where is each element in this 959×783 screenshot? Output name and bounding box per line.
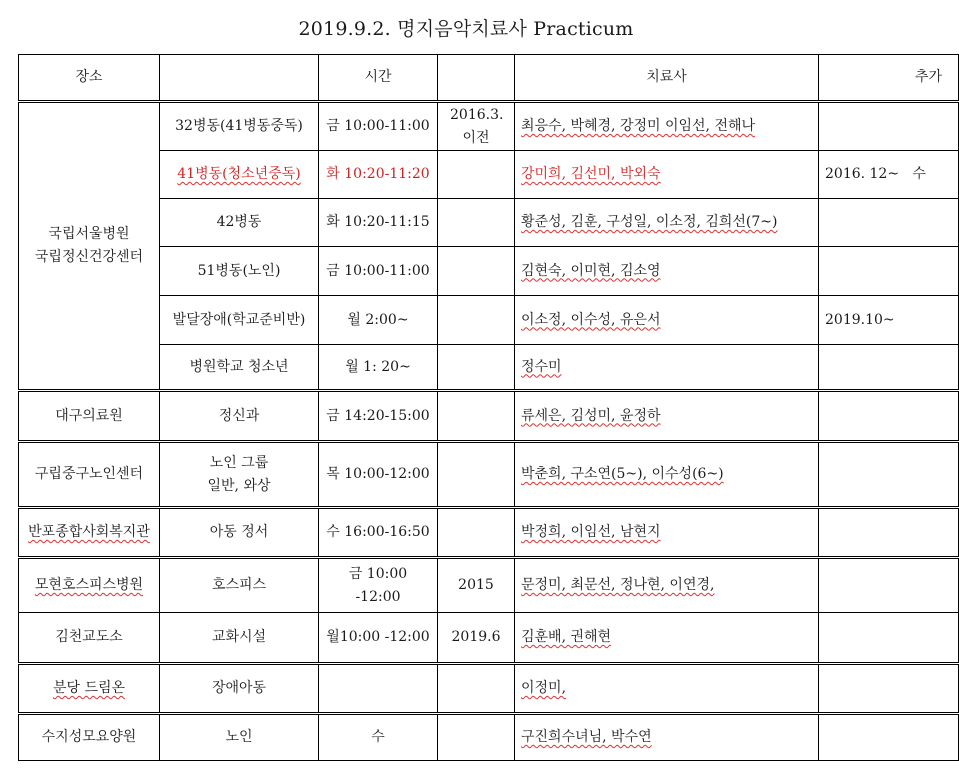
time-cell: 월 1: 20~ [319, 345, 438, 391]
extra-cell: 2016. 12~ 수 [819, 151, 959, 199]
therapists-text: 정수미 [521, 358, 562, 375]
extra-cell [819, 613, 959, 664]
place-text: 분당 드림온 [52, 680, 126, 696]
header-place: 장소 [19, 55, 160, 102]
therapists-text: 박춘희, 구소연(5~), 이수성(6~) [521, 466, 724, 482]
therapists-cell [515, 247, 819, 296]
table-row [19, 391, 959, 442]
time-cell [319, 664, 438, 714]
document-title: 2019.9.2. 명지음악치료사 Practicum [298, 18, 634, 40]
therapists-cell [515, 613, 819, 664]
extra-cell [819, 345, 959, 391]
table-row [19, 508, 959, 558]
place-cell: 대구의료원 [19, 391, 160, 442]
practicum-schedule-table [18, 54, 959, 761]
unit-line-2: 일반, 와상 [207, 477, 271, 494]
note-cell [438, 296, 515, 345]
header-unit [160, 55, 319, 102]
therapists-cell [515, 664, 819, 714]
table-row [19, 199, 959, 247]
note-cell [438, 345, 515, 391]
time-line-1: 금 10:00 [348, 565, 408, 582]
note-cell [438, 199, 515, 247]
therapists-cell [515, 391, 819, 442]
extra-cell [819, 664, 959, 714]
table-row [19, 442, 959, 508]
therapists-cell [515, 442, 819, 508]
header-therapists: 치료사 [515, 55, 819, 102]
note-cell [438, 391, 515, 442]
note-cell: 2016.3. 이전 [438, 102, 515, 151]
therapists-text: 문정미, 최문선, 정나현, 이연경, [521, 577, 715, 593]
table-row [19, 296, 959, 345]
extra-cell [819, 102, 959, 151]
therapists-cell [515, 345, 819, 391]
therapists-cell [515, 199, 819, 247]
place-text: 모현호스피스병원 [34, 577, 144, 593]
table-row [19, 714, 959, 761]
place-cell [19, 558, 160, 613]
therapists-text: 류세은, 김성미, 윤정하 [521, 407, 661, 424]
place-line-2: 국립정신건강센터 [34, 249, 144, 265]
note-cell: 2019.6 [438, 613, 515, 664]
table-row [19, 247, 959, 296]
note-cell: 2015 [438, 558, 515, 613]
unit-cell: 장애아동 [160, 664, 319, 714]
therapists-text: 김현숙, 이미현, 김소영 [521, 262, 661, 279]
table-row [19, 613, 959, 664]
therapists-text: 김훈배, 권해현 [521, 629, 612, 645]
time-cell: 화 10:20-11:20 [319, 151, 438, 199]
therapists-cell [515, 296, 819, 345]
time-cell: 화 10:20-11:15 [319, 199, 438, 247]
table-row [19, 345, 959, 391]
therapists-cell [515, 558, 819, 613]
unit-text: 41병동(청소년중독) [177, 166, 301, 182]
place-cell [19, 664, 160, 714]
header-row [19, 55, 959, 102]
extra-cell [819, 714, 959, 761]
unit-cell [160, 151, 319, 199]
time-line-2: -12:00 [355, 588, 401, 605]
table-row [19, 102, 959, 151]
place-cell [19, 508, 160, 558]
place-cell: 구립중구노인센터 [19, 442, 160, 508]
therapists-text: 황준성, 김훈, 구성일, 이소정, 김희선(7~) [521, 214, 778, 230]
extra-cell [819, 247, 959, 296]
time-cell: 금 14:20-15:00 [319, 391, 438, 442]
note-cell [438, 664, 515, 714]
unit-cell: 노인 [160, 714, 319, 761]
table-row [19, 664, 959, 714]
place-text: 반포종합사회복지관 [28, 524, 150, 540]
therapists-cell [515, 508, 819, 558]
therapists-text: 강미희, 김선미, 박외숙 [521, 166, 661, 182]
extra-cell [819, 508, 959, 558]
therapists-text: 박정희, 이임선, 남현지 [521, 524, 661, 540]
time-cell: 수 16:00-16:50 [319, 508, 438, 558]
unit-cell: 교화시설 [160, 613, 319, 664]
time-cell: 금 10:00-11:00 [319, 102, 438, 151]
note-cell [438, 508, 515, 558]
time-cell: 금 10:00-11:00 [319, 247, 438, 296]
place-cell: 김천교도소 [19, 613, 160, 664]
unit-cell: 51병동(노인) [160, 247, 319, 296]
time-cell [319, 558, 438, 613]
table-row [19, 151, 959, 199]
unit-cell: 병원학교 청소년 [160, 345, 319, 391]
therapists-text: 최응수, 박혜경, 강정미 이임선, 전해나 [521, 118, 756, 134]
place-line-1: 국립서울병원 [48, 226, 130, 242]
unit-cell: 42병동 [160, 199, 319, 247]
unit-cell [160, 442, 319, 508]
time-cell: 월 2:00~ [319, 296, 438, 345]
unit-cell: 정신과 [160, 391, 319, 442]
therapists-cell [515, 102, 819, 151]
note-cell [438, 442, 515, 508]
extra-cell [819, 558, 959, 613]
header-note [438, 55, 515, 102]
therapists-text: 이정미, [521, 680, 567, 696]
unit-cell: 호스피스 [160, 558, 319, 613]
extra-cell [819, 391, 959, 442]
unit-cell: 아동 정서 [160, 508, 319, 558]
note-cell [438, 247, 515, 296]
therapists-cell [515, 151, 819, 199]
place-cell [19, 102, 160, 391]
time-cell: 수 [319, 714, 438, 761]
note-cell [438, 151, 515, 199]
time-cell: 월10:00 -12:00 [319, 613, 438, 664]
header-extra: 추가 [819, 55, 959, 102]
time-cell: 목 10:00-12:00 [319, 442, 438, 508]
extra-cell: 2019.10~ [819, 296, 959, 345]
therapists-cell [515, 714, 819, 761]
unit-cell: 32병동(41병동중독) [160, 102, 319, 151]
note-cell [438, 714, 515, 761]
header-time: 시간 [319, 55, 438, 102]
unit-line-1: 노인 그룹 [209, 454, 269, 471]
extra-cell [819, 199, 959, 247]
unit-cell: 발달장애(학교준비반) [160, 296, 319, 345]
therapists-text: 이소정, 이수성, 유은서 [521, 311, 661, 328]
place-cell: 수지성모요양원 [19, 714, 160, 761]
table-row [19, 558, 959, 613]
therapists-text: 구진희수녀님, 박수연 [521, 729, 652, 745]
extra-cell [819, 442, 959, 508]
